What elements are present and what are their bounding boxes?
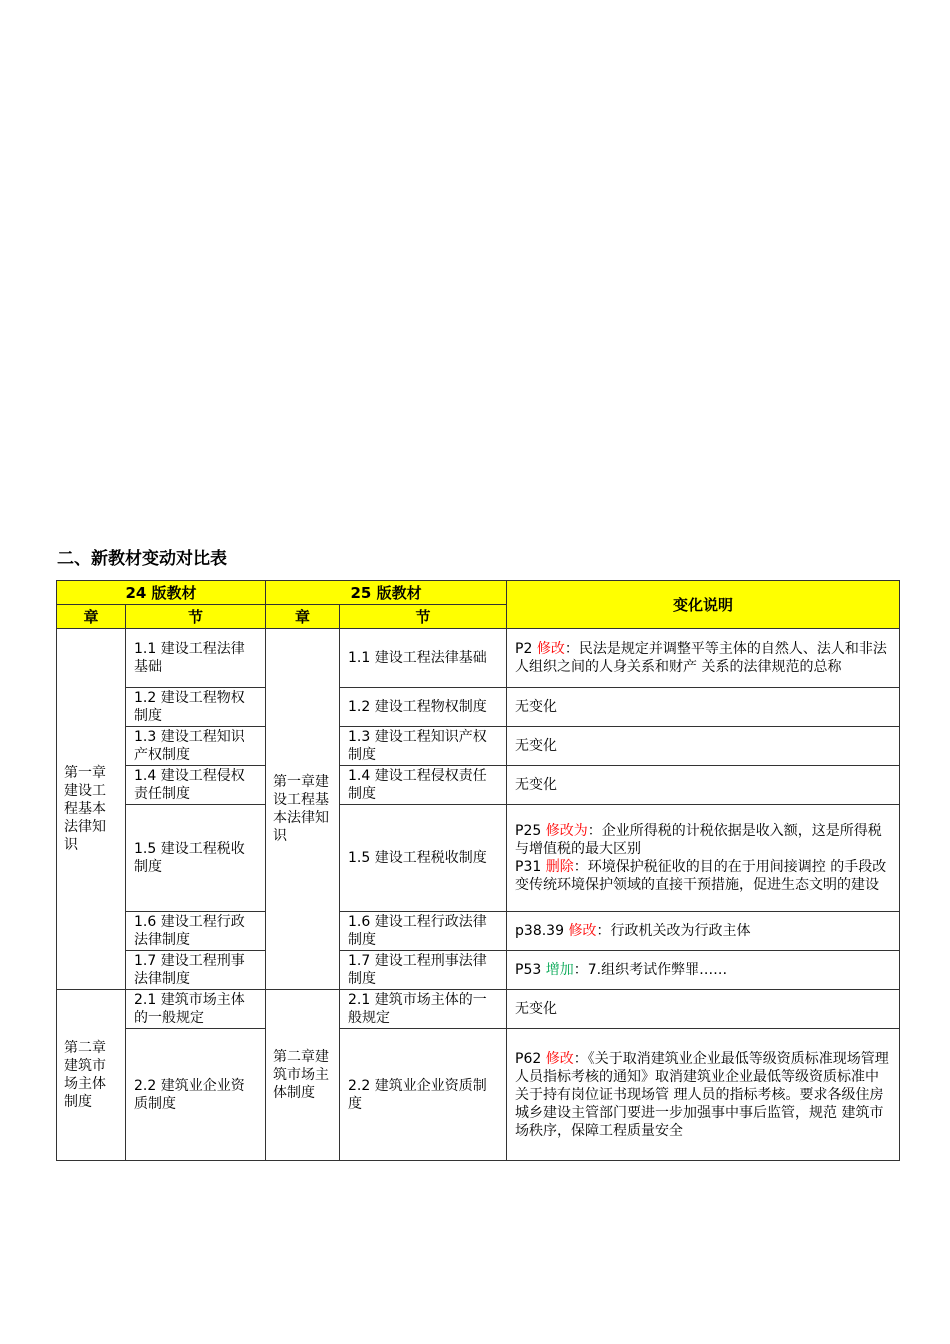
v25-chapter-cell: 第一章建设工程基本法律知识 xyxy=(266,629,340,990)
change-action: 修改 xyxy=(568,923,597,939)
change-cell xyxy=(507,805,900,912)
v25-section-cell: 2.1 建筑市场主体的一般规定 xyxy=(340,990,507,1029)
v25-chapter-cell: 第二章建筑市场主体制度 xyxy=(266,990,340,1161)
section-title: 二、新教材变动对比表 xyxy=(57,549,227,569)
change-text: ：企业所得税的计税依据是收入额，这是所得税与增值税的最大区别 xyxy=(515,823,882,857)
change-cell xyxy=(507,951,900,990)
v24-section-cell: 1.6 建设工程行政法律制度 xyxy=(126,912,266,951)
v25-section-cell: 1.6 建设工程行政法律制度 xyxy=(340,912,507,951)
v24-chapter-cell: 第一章建设工程基本法律知识 xyxy=(57,629,126,990)
change-cell: 无变化 xyxy=(507,727,900,766)
change-line xyxy=(515,858,891,894)
v25-section-cell: 1.1 建设工程法律基础 xyxy=(340,629,507,688)
table-row xyxy=(57,1029,900,1161)
v25-section-cell: 1.5 建设工程税收制度 xyxy=(340,805,507,912)
v24-section-cell: 1.4 建设工程侵权责任制度 xyxy=(126,766,266,805)
change-action: 修改 xyxy=(545,1050,574,1067)
table-row xyxy=(57,990,900,1029)
header-v25: 25 版教材 xyxy=(266,581,507,605)
header-v25-chapter: 章 xyxy=(266,605,340,629)
change-cell: 无变化 xyxy=(507,990,900,1029)
change-cell xyxy=(507,912,900,951)
v24-chapter-cell: 第二章建筑市场主体制度 xyxy=(57,990,126,1161)
change-page: P31 xyxy=(515,859,546,875)
change-action: 修改为 xyxy=(545,823,588,839)
v24-section-cell: 1.3 建设工程知识产权制度 xyxy=(126,727,266,766)
v24-section-cell: 1.1 建设工程法律基础 xyxy=(126,629,266,688)
change-action: 增加 xyxy=(545,962,574,978)
table-row xyxy=(57,951,900,990)
header-v24-chapter: 章 xyxy=(57,605,126,629)
table-row xyxy=(57,912,900,951)
change-action: 修改 xyxy=(536,641,565,657)
table-row xyxy=(57,727,900,766)
v24-section-cell: 1.7 建设工程刑事法律制度 xyxy=(126,951,266,990)
change-cell xyxy=(507,629,900,688)
header-v25-section: 节 xyxy=(340,605,507,629)
header-v24-section: 节 xyxy=(126,605,266,629)
v24-section-cell: 2.1 建筑市场主体的一般规定 xyxy=(126,990,266,1029)
change-text: ：7.组织考试作弊罪…… xyxy=(573,962,728,978)
change-text: ：行政机关改为行政主体 xyxy=(596,923,751,939)
change-text: ：环境保护税征收的目的在于用间接调控 的手段改变传统环境保护领域的直接干预措施，促进生态文明的建设 xyxy=(515,859,887,893)
change-text: ：《关于取消建筑业企业最低等级资质标准现场管理人员指标考核的通知》取消建筑业企业最低等级资质标准中关于持有岗位证书现场管 理人员的指标考核。要求各级住房城乡建设主管部门要进一步加强事中事后监管，规范 建筑市场秩序，保障工程质量安全 xyxy=(515,1050,889,1139)
table-row xyxy=(57,629,900,688)
change-text: ：民法是规定并调整平等主体的自然人、法人和非法人组织之间的人身关系和财产 关系的法律规范的总称 xyxy=(515,641,887,675)
table-row xyxy=(57,766,900,805)
change-cell xyxy=(507,1029,900,1161)
v25-section-cell: 1.4 建设工程侵权责任制度 xyxy=(340,766,507,805)
v25-section-cell: 1.7 建设工程刑事法律制度 xyxy=(340,951,507,990)
header-change: 变化说明 xyxy=(507,581,900,629)
change-action: 删除 xyxy=(545,859,574,875)
change-page: p38.39 xyxy=(515,923,569,939)
table-row xyxy=(57,805,900,912)
v25-section-cell: 1.2 建设工程物权制度 xyxy=(340,688,507,727)
v24-section-cell: 1.5 建设工程税收制度 xyxy=(126,805,266,912)
change-page: P62 xyxy=(515,1050,546,1067)
change-cell: 无变化 xyxy=(507,688,900,727)
change-page: P2 xyxy=(515,641,537,657)
v24-section-cell: 2.2 建筑业企业资质制度 xyxy=(126,1029,266,1161)
change-page: P53 xyxy=(515,962,546,978)
v25-section-cell: 2.2 建筑业企业资质制度 xyxy=(340,1029,507,1161)
v25-section-cell: 1.3 建设工程知识产权制度 xyxy=(340,727,507,766)
comparison-table xyxy=(56,580,900,1161)
header-v24: 24 版教材 xyxy=(57,581,266,605)
v24-section-cell: 1.2 建设工程物权制度 xyxy=(126,688,266,727)
table-row xyxy=(57,688,900,727)
change-line xyxy=(515,822,891,858)
change-page: P25 xyxy=(515,823,546,839)
change-cell: 无变化 xyxy=(507,766,900,805)
